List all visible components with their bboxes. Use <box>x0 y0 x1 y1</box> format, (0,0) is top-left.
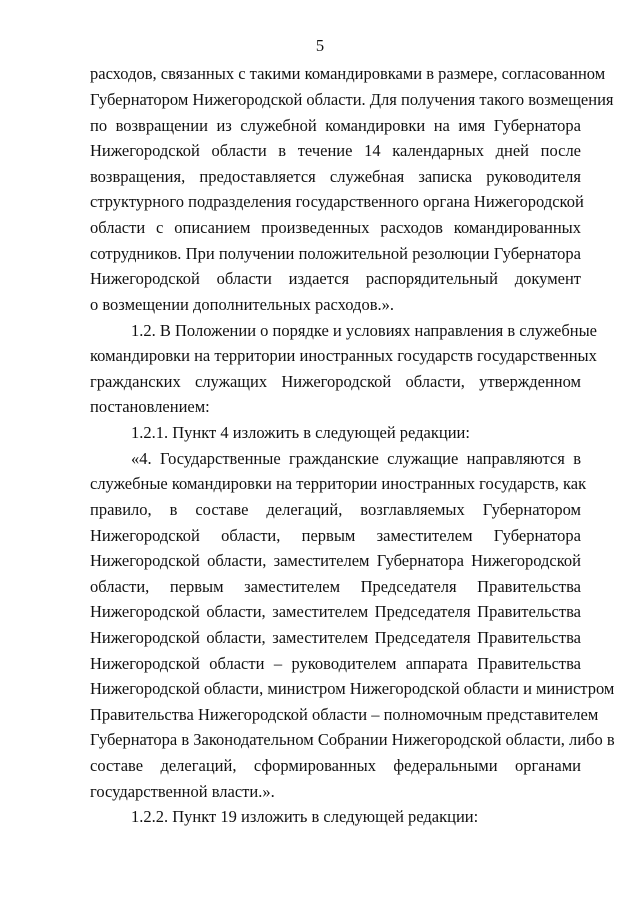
text-line: Нижегородской области, первым заместителем Губернатора <box>90 526 581 545</box>
text-line: по возвращении из служебной командировки на имя Губернатора <box>90 116 581 135</box>
paragraph-4-first-line: «4. Государственные гражданские служащие направляются в <box>131 449 581 468</box>
text-line: Губернатора в Законодательном Собрании Нижегородской области, либо в <box>90 730 615 749</box>
text-line: области с описанием произведенных расходов командированных <box>90 218 581 237</box>
paragraph-1-2-first-line: 1.2. В Положении о порядке и условиях направления в служебные <box>131 321 597 340</box>
text-line: государственной власти.». <box>90 782 275 801</box>
text-line: Нижегородской области, министром Нижегородской области и министром <box>90 679 615 698</box>
paragraph-1-2-1-heading: 1.2.1. Пункт 4 изложить в следующей редакции: <box>131 423 470 442</box>
text-line: возвращения, предоставляется служебная записка руководителя <box>90 167 581 186</box>
text-line: Нижегородской области – руководителем аппарата Правительства <box>90 654 581 673</box>
text-line: Нижегородской области издается распорядительный документ <box>90 269 581 288</box>
text-line: составе делегаций, сформированных федеральными органами <box>90 756 581 775</box>
text-line: о возмещении дополнительных расходов.». <box>90 295 394 314</box>
text-line: структурного подразделения государственного органа Нижегородской <box>90 192 584 211</box>
text-line: области, первым заместителем Председателя Правительства <box>90 577 581 596</box>
text-line: гражданских служащих Нижегородской области, утвержденном <box>90 372 581 391</box>
text-line: постановлением: <box>90 397 210 416</box>
text-line: Нижегородской области в течение 14 календарных дней после <box>90 141 581 160</box>
page-number: 5 <box>315 36 325 55</box>
text-line: Нижегородской области, заместителем Председателя Правительства <box>90 628 581 647</box>
text-line: Нижегородской области, заместителем Председателя Правительства <box>90 602 581 621</box>
text-line: Губернатором Нижегородской области. Для получения такого возмещения <box>90 90 614 109</box>
text-line: служебные командировки на территории иностранных государств, как <box>90 474 587 493</box>
text-line: Нижегородской области, заместителем Губернатора Нижегородской <box>90 551 581 570</box>
paragraph-1-2-2-heading: 1.2.2. Пункт 19 изложить в следующей редакции: <box>131 807 479 826</box>
text-line: сотрудников. При получении положительной резолюции Губернатора <box>90 244 581 263</box>
text-line: расходов, связанных с такими командировками в размере, согласованном <box>90 64 606 83</box>
text-line: правило, в составе делегаций, возглавляемых Губернатором <box>90 500 581 519</box>
text-line: командировки на территории иностранных государств государственных <box>90 346 597 365</box>
text-line: Правительства Нижегородской области – полномочным представителем <box>90 705 599 724</box>
